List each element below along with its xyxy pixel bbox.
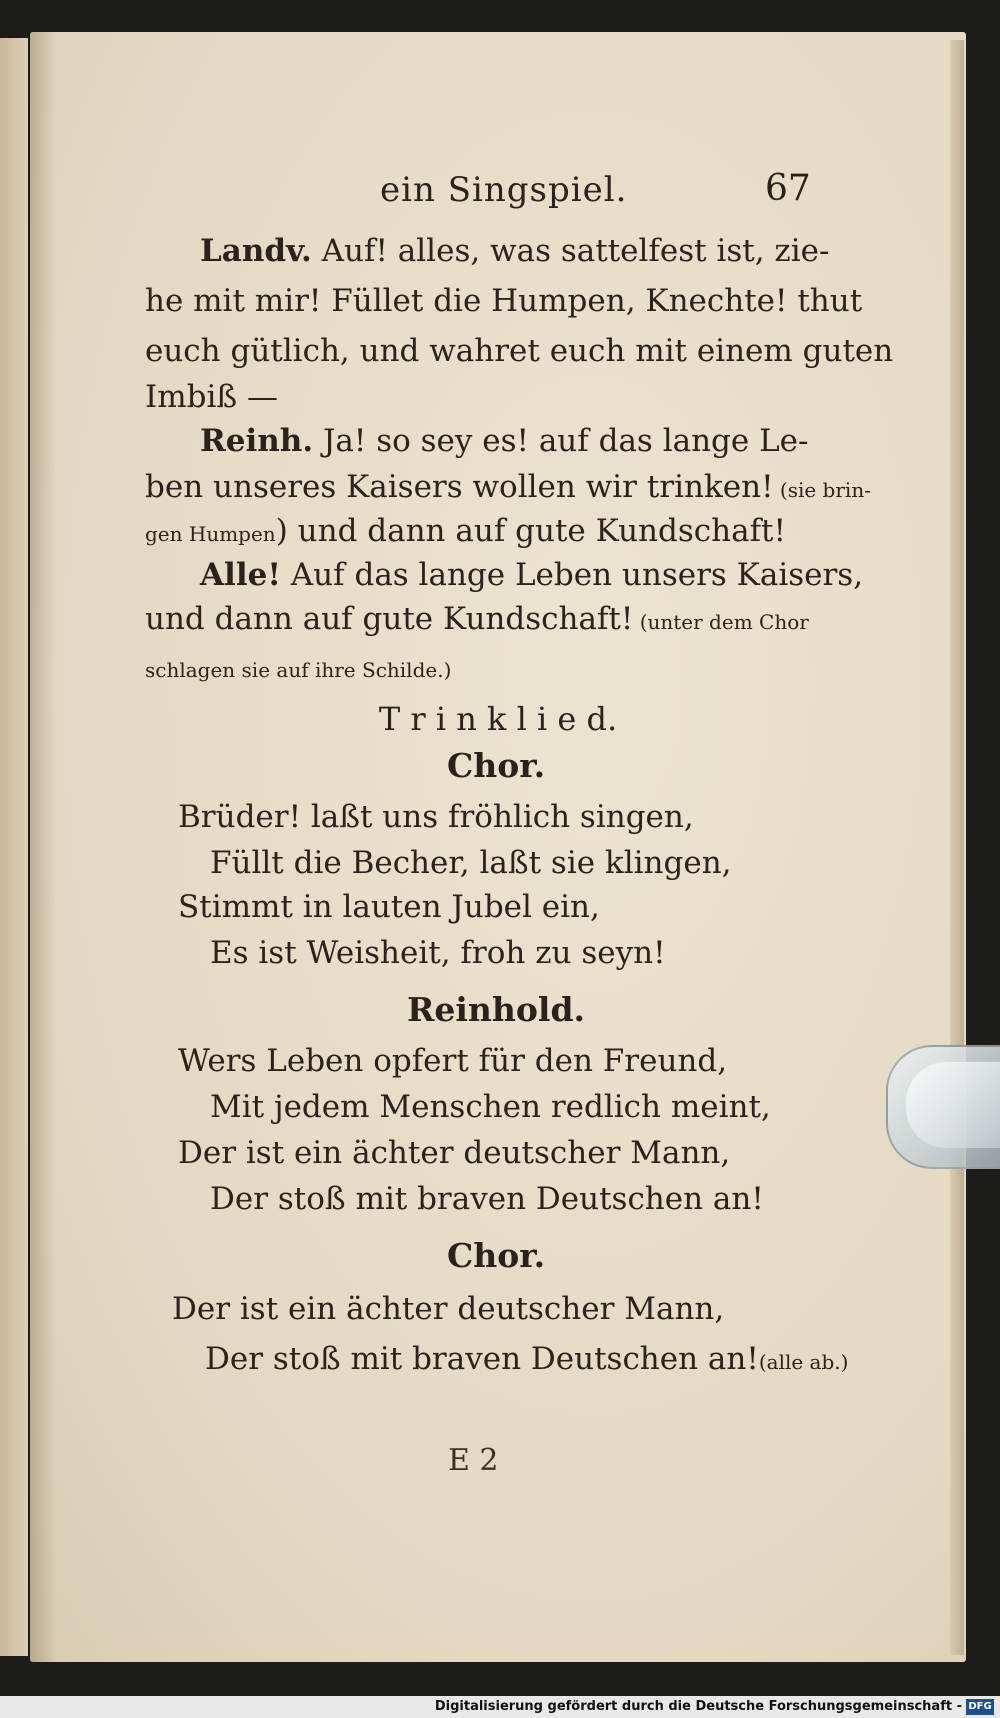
section-heading-chor: Chor. [446,746,546,785]
stage-direction: gen Humpen [145,522,276,546]
line-text: und dann auf gute Kundschaft! [145,601,634,637]
prose-line [145,283,863,319]
line-text: Auf das lange Leben unsers Kaisers, [280,557,864,593]
verse-line [205,1341,849,1377]
stage-direction: (alle ab.) [758,1350,849,1374]
stage-direction: (unter dem Chor [633,610,809,634]
speaker-name: Reinh. [200,423,314,459]
prose-line [145,333,894,369]
speaker-name: Landv. [200,233,312,269]
prose-line [200,423,809,459]
song-title: T r i n k l i e d. [378,700,618,738]
footer-credit: Digitalisierung gefördert durch die Deutsche Forschungsgemeinschaft - [434,1699,962,1714]
section-heading-reinhold: Reinhold. [406,990,586,1029]
verse-line: Füllt die Becher, laßt sie klingen, [210,845,732,881]
verse-line: Wers Leben opfert für den Freund, [178,1043,728,1079]
verse-line: Es ist Weisheit, froh zu seyn! [210,935,666,971]
speaker-name: Alle! [200,557,281,593]
verse-line: Stimmt in lauten Jubel ein, [178,889,600,925]
line-text: ben unseres Kaisers wollen wir trinken! [145,469,774,505]
prose-line [145,652,451,683]
dfg-logo-icon: DFG [966,1699,994,1715]
verse-line: Brüder! laßt uns fröhlich singen, [178,799,694,835]
line-text: Auf! alles, was sattelfest ist, zie- [311,233,830,269]
page-clip-highlight [906,1062,1000,1148]
line-text: Ja! so sey es! auf das lange Le- [313,423,809,459]
line-text: Imbiß — [145,379,278,415]
prose-line [145,379,278,415]
verse-text: Der stoß mit braven Deutschen an! [205,1341,759,1377]
verse-line: Der ist ein ächter deutscher Mann, [172,1291,725,1327]
previous-page-edge [0,38,28,1656]
stage-direction: schlagen sie auf ihre Schilde.) [145,658,452,682]
stage-direction: (sie brin- [773,478,871,502]
line-text: ) und dann auf gute Kundschaft! [275,513,786,549]
section-heading-chor-2: Chor. [446,1236,546,1275]
prose-line [145,601,809,637]
verse-line: Der ist ein ächter deutscher Mann, [178,1135,731,1171]
line-text: euch gütlich, und wahret euch mit einem guten [145,333,894,369]
prose-line [145,513,786,549]
page-gutter-shadow [30,32,56,1662]
line-text: he mit mir! Füllet die Humpen, Knechte! thut [145,283,863,319]
page-number: 67 [765,168,811,209]
page-stack-edge [950,40,964,1655]
prose-line [200,233,830,269]
signature-mark: E 2 [448,1443,499,1478]
verse-line: Mit jedem Menschen redlich meint, [210,1089,771,1125]
verse-line: Der stoß mit braven Deutschen an! [210,1181,764,1217]
prose-line [200,557,864,593]
prose-line [145,469,871,505]
running-header-title: ein Singspiel. [380,170,628,210]
